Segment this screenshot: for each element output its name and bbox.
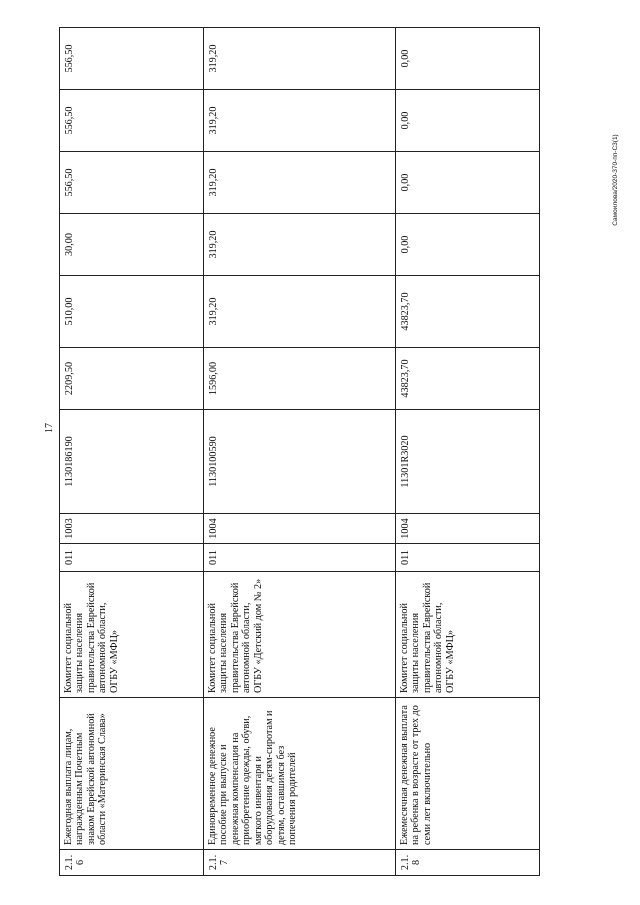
year-2-amount: 30,00 [60,214,204,276]
csr-code: 11301R3020 [396,410,540,514]
total-amount: 43823,70 [396,348,540,410]
row-number: 2.1.7 [204,850,396,876]
year-4-amount: 319,20 [204,90,396,152]
program-table [59,27,540,876]
rzpr-code: 1003 [60,514,204,544]
grbs-code: 011 [60,544,204,572]
table-row [60,28,204,876]
year-5-amount: 319,20 [204,28,396,90]
measure-name: Единовременное денежное пособие при выпуске и денежная компенсация на приобретение одежды, обуви, мягкого инвентаря и оборудования детям-сиротам и детям, оставшимся без попечения родителей [204,698,396,850]
grbs-code: 011 [396,544,540,572]
row-number: 2.1.6 [60,850,204,876]
grbs-code: 011 [204,544,396,572]
document-code: Самоилова/2020-370-пп-С3(1) [612,134,619,226]
program-table-rotated [59,28,539,876]
total-amount: 2209,50 [60,348,204,410]
year-5-amount: 0,00 [396,28,540,90]
rzpr-code: 1004 [204,514,396,544]
total-amount: 1596,00 [204,348,396,410]
year-3-amount: 319,20 [204,152,396,214]
year-3-amount: 556,50 [60,152,204,214]
year-2-amount: 0,00 [396,214,540,276]
year-1-amount: 43823,70 [396,276,540,348]
year-3-amount: 0,00 [396,152,540,214]
year-4-amount: 0,00 [396,90,540,152]
year-5-amount: 556,50 [60,28,204,90]
row-number: 2.1.8 [396,850,540,876]
table-row [396,28,540,876]
page-number: 17 [44,423,55,433]
year-4-amount: 556,50 [60,90,204,152]
year-1-amount: 319,20 [204,276,396,348]
measure-name: Ежемесячная денежная выплата на ребенка в возрасте от трех до семи лет включительно [396,698,540,850]
year-1-amount: 510,00 [60,276,204,348]
table-row [204,28,396,876]
executor: Комитет социальной защиты населения правительства Еврейской автономной области, ОГБУ «МФЦ» [60,572,204,698]
csr-code: 1130100590 [204,410,396,514]
rzpr-code: 1004 [396,514,540,544]
executor: Комитет социальной защиты населения правительства Еврейской автономной области, ОГБУ «МФЦ» [396,572,540,698]
executor: Комитет социальной защиты населения правительства Еврейской автономной области, ОГБУ «Детский дом № 2» [204,572,396,698]
measure-name: Ежегодная выплата лицам, награжденным Почетным знаком Еврейской автономной области «Материнская Слава» [60,698,204,850]
csr-code: 1130186190 [60,410,204,514]
year-2-amount: 319,20 [204,214,396,276]
